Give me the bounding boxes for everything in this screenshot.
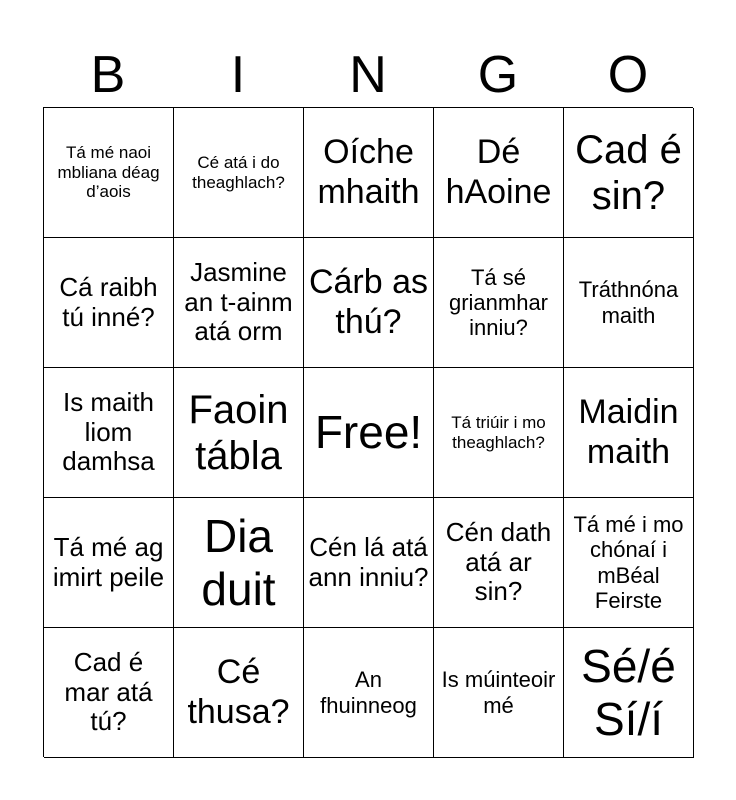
bingo-cell[interactable]: Is múinteoir mé [434, 628, 564, 758]
header-letter-n: N [349, 46, 387, 104]
bingo-cell[interactable]: Cárb as thú? [304, 238, 434, 368]
bingo-cell[interactable]: Faoin tábla [174, 368, 304, 498]
bingo-cell[interactable]: Cé atá i do theaghlach? [174, 108, 304, 238]
bingo-cell[interactable]: Tá triúir i mo theaghlach? [434, 368, 564, 498]
bingo-cell[interactable]: Tá mé naoi mbliana déag d’aois [44, 108, 174, 238]
bingo-cell[interactable]: Cén dath atá ar sin? [434, 498, 564, 628]
bingo-cell[interactable]: Is maith liom damhsa [44, 368, 174, 498]
bingo-cell[interactable]: Tá mé ag imirt peile [44, 498, 174, 628]
bingo-card-grid [43, 107, 693, 757]
bingo-cell[interactable]: Tá sé grianmhar inniu? [434, 238, 564, 368]
bingo-header [43, 42, 693, 108]
bingo-cell[interactable]: Tá mé i mo chónaí i mBéal Feirste [564, 498, 694, 628]
bingo-cell[interactable]: Tráthnóna maith [564, 238, 694, 368]
header-letter-i: I [230, 46, 246, 104]
bingo-cell[interactable]: Cad é mar atá tú? [44, 628, 174, 758]
bingo-cell[interactable]: Cé thusa? [174, 628, 304, 758]
header-letter-g: G [477, 46, 519, 104]
header-letter-b: B [90, 46, 126, 104]
bingo-cell[interactable]: Cad é sin? [564, 108, 694, 238]
bingo-cell[interactable]: An fhuinneog [304, 628, 434, 758]
header-letter-o: O [607, 46, 649, 104]
bingo-cell[interactable]: Cén lá atá ann inniu? [304, 498, 434, 628]
bingo-cell[interactable]: Jasmine an t-ainm atá orm [174, 238, 304, 368]
bingo-cell[interactable]: Oíche mhaith [304, 108, 434, 238]
bingo-cell[interactable]: Dé hAoine [434, 108, 564, 238]
bingo-free-cell[interactable]: Free! [304, 368, 434, 498]
bingo-cell[interactable]: Dia duit [174, 498, 304, 628]
bingo-cell[interactable]: Sé/é Sí/í [564, 628, 694, 758]
bingo-cell[interactable]: Maidin maith [564, 368, 694, 498]
bingo-cell[interactable]: Cá raibh tú inné? [44, 238, 174, 368]
